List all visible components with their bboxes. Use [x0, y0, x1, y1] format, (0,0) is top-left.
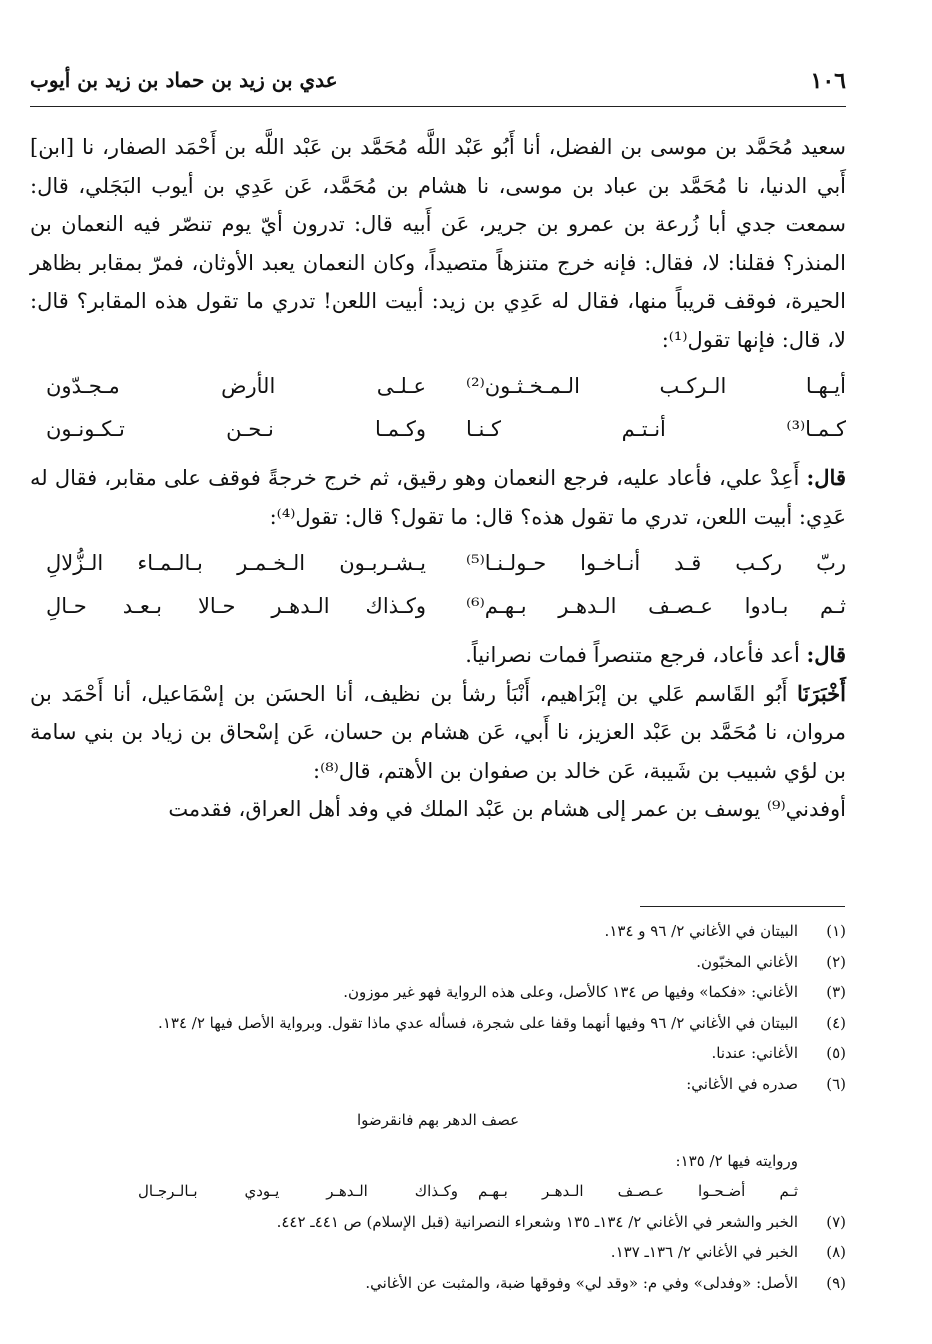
- poem-1-line-1: [30, 365, 846, 408]
- poem-2-line-1: [30, 542, 846, 585]
- footnote-6-poem: [30, 1176, 846, 1207]
- hemistich-second: عـلـى الأرض مـجـدّون: [46, 374, 426, 399]
- footnote-7: (٧) الخبر والشعر في الأغاني ٢/ ١٣٤ـ ١٣٥ وشعراء النصرانية (قبل الإسلام) ص ٤٤١ـ ٤٤٢.: [276, 1212, 846, 1231]
- hemistich-second: يـشـربـون الـخـمـر بـالـمـاء الـزُّلالِ: [46, 551, 426, 576]
- paragraph-4: [30, 675, 846, 791]
- page-number: ١٠٦: [810, 68, 846, 94]
- poem-1: [30, 365, 846, 451]
- footnote-2: (٢) الأغاني المخبّون.: [696, 952, 846, 971]
- paragraph-4-text: أَبُو القَاسم عَلي بن إبْرَاهيم، أَنْبَأ رشأ بن نظيف، أنا الحسَن بن إسْمَاعيل، أنا أَحْمَد بن مروان، نا مُحَمَّد بن عَبْد العزيز، نا أَبي، عَن هشام بن حسان، عَن إسْحاق بن زياد بن بني سامة بن لؤي شبيب بن شَيبة، عَن خالد بن صفوان بن الأهتم، قال⁽⁸⁾:: [30, 681, 846, 783]
- footnote-6-line: وروايته فيها ٢/ ١٣٥:: [675, 1151, 798, 1170]
- paragraph-1: سعيد مُحَمَّد بن موسى بن الفضل، أنا أَبُو عَبْد اللَّه مُحَمَّد بن عَبْد اللَّه بن أَحْمَد الصفار، نا [ابن] أَبي الدنيا، نا مُحَمَّد بن عباد بن موسى، نا هشام بن مُحَمَّد، عَن عَدِي بن أيوب البَجَلي، قال: سمعت جدي أبا زُرعة بن عمرو بن جرير، عَن أَبيه قال: تدرون أيّ يوم تنصّر فيه النعمان بن المنذر؟ فقلنا: لا، فقال: فإنه خرج متنزهاً متصيداً، وكان النعمان يعبد الأوثان، فمرّ بمقابر بظاهر الحيرة، فوقف قريباً منها، فقال له عَدِي بن زيد: أبيت اللعن! تدري ما تقول هذه المقابر؟ قال: لا، قال: فإنها تقول⁽¹⁾:: [30, 135, 846, 352]
- paragraph-5: أوفدني⁽⁹⁾ يوسف بن عمر إلى هشام بن عَبْد الملك في وفد أهل العراق، فقدمت: [168, 797, 846, 821]
- poem-1-line-2: [30, 408, 846, 451]
- keyword-qala: قال:: [806, 465, 846, 490]
- poem-2: [30, 542, 846, 628]
- hemistich-first: ثـم بـادوا عـصـف الـدهـر بـهـم⁽⁶⁾: [466, 594, 846, 619]
- footnote-8: (٨) الخبر في الأغاني ٢/ ١٣٦ـ ١٣٧.: [610, 1243, 846, 1261]
- running-title: عدي بن زيد بن حماد بن زيد بن أيوب: [30, 68, 338, 92]
- hemistich-second: وكـذاك الـدهـر حـالا بـعـد حـالِ: [46, 594, 426, 619]
- keyword-qala: قال:: [806, 642, 846, 667]
- hemistich-first: ربّ ركـب قـد أنـاخـوا حـولـنـا⁽⁵⁾: [466, 551, 846, 576]
- hemistich-first: كـمـا⁽³⁾ أنـتـم كـنـا: [466, 417, 846, 442]
- footnote-9: (٩) الأصل: «وفدلى» وفي م: «وقد لي» وفوقها ضبة، والمثبت عن الأغاني.: [365, 1273, 846, 1292]
- footnote-3: (٣) الأغاني: «فكما» وفيها ص ١٣٤ كالأصل، وعلى هذه الرواية فهو غير موزون.: [343, 983, 846, 1001]
- hemistich-second: وكـذاك الـدهـر يـودي بـالـرجـال: [138, 1182, 458, 1200]
- poem-2-line-2: [30, 585, 846, 628]
- paragraph-2-text: أَعِدْ علي، فأعاد عليه، فرجع النعمان وهو رقيق، ثم خرج خرجةً فوقف على مقابر، فقال له عَدِي: أبيت اللعن، تدري ما تقول هذه؟ قال: ما تقول؟ قال: تقول⁽⁴⁾:: [30, 466, 846, 529]
- keyword-akhbarana: أَخْبَرَنَا: [797, 680, 846, 706]
- footnote-6-verse: عصف الدهر بهم فانقرضوا: [356, 1111, 520, 1129]
- header-rule: [30, 106, 846, 107]
- paragraph-2: [30, 459, 846, 536]
- hemistich-first: ثـم أضـحـوا عـصـف الـدهـر بـهـم: [478, 1182, 798, 1200]
- page-header: [30, 62, 846, 102]
- main-text: [30, 128, 846, 829]
- footnote-rule: [640, 906, 845, 907]
- hemistich-second: وكـمـا نـحـن تـكـونـون: [46, 417, 426, 442]
- footnote-1: (١) البيتان في الأغاني ٢/ ٩٦ و ١٣٤.: [604, 922, 846, 940]
- footnote-5: (٥) الأغاني: عندنا.: [711, 1044, 846, 1062]
- paragraph-3: [30, 636, 846, 675]
- footnotes: [30, 916, 846, 1298]
- hemistich-first: أيـهـا الـركـب الـمـخـثـون⁽²⁾: [466, 374, 846, 399]
- footnote-6: (٦) صدره في الأغاني:: [686, 1074, 846, 1093]
- footnote-4: (٤) البيتان في الأغاني ٢/ ٩٦ وفيها أنهما وقفا على شجرة، فسأله عدي ماذا تقول. وبرواية الأصل فيها ٢/ ١٣٤.: [158, 1013, 846, 1032]
- paragraph-3-text: أعد فأعاد، فرجع متنصراً فمات نصرانياً.: [465, 643, 807, 667]
